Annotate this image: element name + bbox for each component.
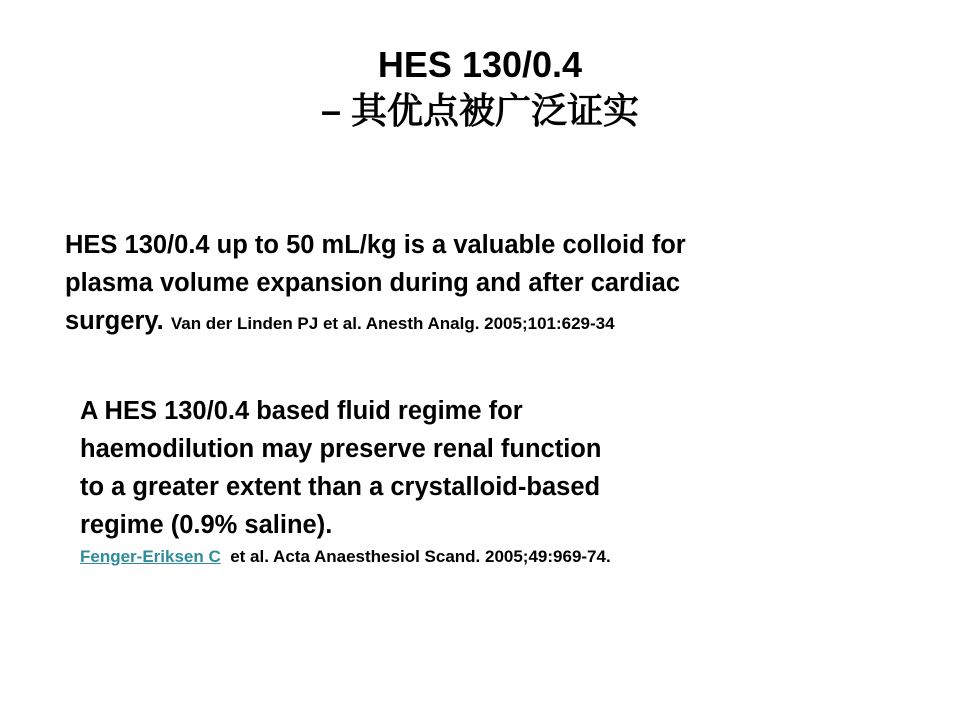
study1-citation: Van der Linden PJ et al. Anesth Analg. 2005;101:629-34 (170, 314, 615, 333)
study2-citation (80, 545, 611, 569)
study2-citation-rest: et al. Acta Anaesthesiol Scand. 2005;49:969-74. (230, 547, 611, 566)
study1-paragraph (65, 226, 925, 343)
study1-line3: surgery. (65, 307, 164, 335)
study2-line3: to a greater extent than a crystalloid-based (80, 473, 601, 501)
study1-line2: plasma volume expansion during and after cardiac (65, 269, 681, 297)
study1-line1: HES 130/0.4 up to 50 mL/kg is a valuable colloid for (65, 231, 686, 259)
study2-paragraph (80, 392, 880, 544)
study2-line2: haemodilution may preserve renal function (80, 435, 602, 463)
study2-line4: regime (0.9% saline). (80, 511, 333, 539)
study2-line1: A HES 130/0.4 based fluid regime for (80, 397, 523, 425)
slide-title (0, 42, 960, 134)
study1-line3-wrap (65, 302, 925, 343)
slide-title-line2: – 其优点被广泛证实 (320, 90, 640, 131)
author-link[interactable]: Fenger-Eriksen C (80, 547, 221, 566)
slide-title-line1: HES 130/0.4 (377, 44, 583, 85)
